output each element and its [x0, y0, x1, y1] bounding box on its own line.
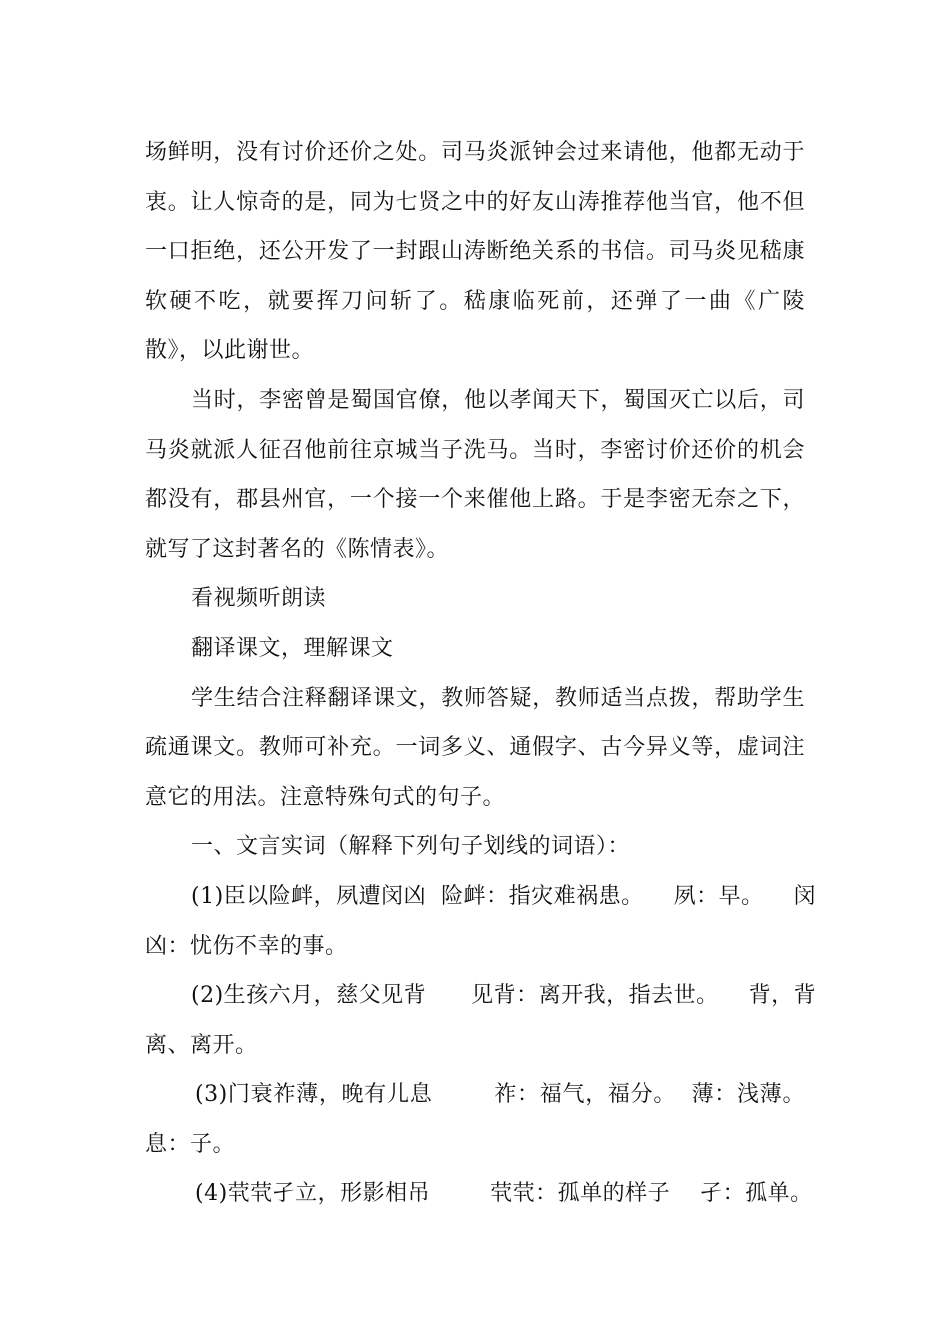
- text-line: 当时，李密曾是蜀国官僚，他以孝闻天下，蜀国灭亡以后，司: [191, 387, 805, 413]
- text-line: 看视频听朗读: [191, 586, 327, 612]
- paragraph: [145, 674, 805, 823]
- paragraph: [145, 376, 805, 574]
- text-line: 马炎就派人征召他前往京城当子洗马。当时，李密讨价还价的机会: [145, 437, 805, 463]
- text-line: 一口拒绝，还公开发了一封跟山涛断绝关系的书信。司马炎见嵇康: [145, 239, 805, 265]
- text-line: 翻译课文，理解课文: [191, 635, 394, 661]
- text-line: (3)门衰祚薄，晚有儿息 祚：福气，福分。 薄：浅薄。: [195, 1082, 805, 1108]
- text-line: 离、离开。: [145, 1032, 258, 1058]
- text-line: 都没有，郡县州官，一个接一个来催他上路。于是李密无奈之下，: [145, 487, 805, 513]
- text-line: (2)生孩六月，慈父见背 见背：离开我，指去世。 背，背: [191, 983, 817, 1009]
- section-heading: [145, 624, 805, 674]
- vocab-item: [145, 971, 817, 1070]
- text-line: 意它的用法。注意特殊句式的句子。: [145, 784, 506, 810]
- section-heading: [145, 574, 805, 624]
- text-line: 场鲜明，没有讨价还价之处。司马炎派钟会过来请他，他都无动于: [145, 140, 805, 165]
- text-line: 凶：忧伤不幸的事。: [145, 933, 348, 959]
- text-line: 散》，以此谢世。: [145, 338, 315, 364]
- text-line: 疏通课文。教师可补充。一词多义、通假字、古今异义等，虚词注: [145, 735, 805, 761]
- vocab-item: [145, 1070, 805, 1169]
- text-line: (1)臣以险衅，夙遭闵凶 险衅：指灾难祸患。 夙：早。 闵: [191, 883, 817, 909]
- section-heading: [145, 822, 805, 872]
- text-line: 学生结合注释翻译课文，教师答疑，教师适当点拨，帮助学生: [191, 685, 805, 711]
- text-line: 就写了这封著名的《陈情表》。: [145, 536, 450, 562]
- text-line: 一、文言实词（解释下列句子划线的词语）：: [191, 834, 631, 860]
- paragraph: [145, 128, 805, 376]
- text-line: 息：子。: [145, 1131, 236, 1157]
- vocab-item: [145, 872, 817, 971]
- document-page: [145, 128, 817, 1219]
- text-line: (4)茕茕孑立，形影相吊 茕茕：孤单的样子 孑：孤单。: [195, 1181, 813, 1207]
- text-line: 软硬不吃，就要挥刀问斩了。嵇康临死前，还弹了一曲《广陵: [145, 288, 805, 314]
- vocab-item: [145, 1169, 813, 1219]
- text-line: 衷。让人惊奇的是，同为七贤之中的好友山涛推荐他当官，他不但: [145, 189, 805, 215]
